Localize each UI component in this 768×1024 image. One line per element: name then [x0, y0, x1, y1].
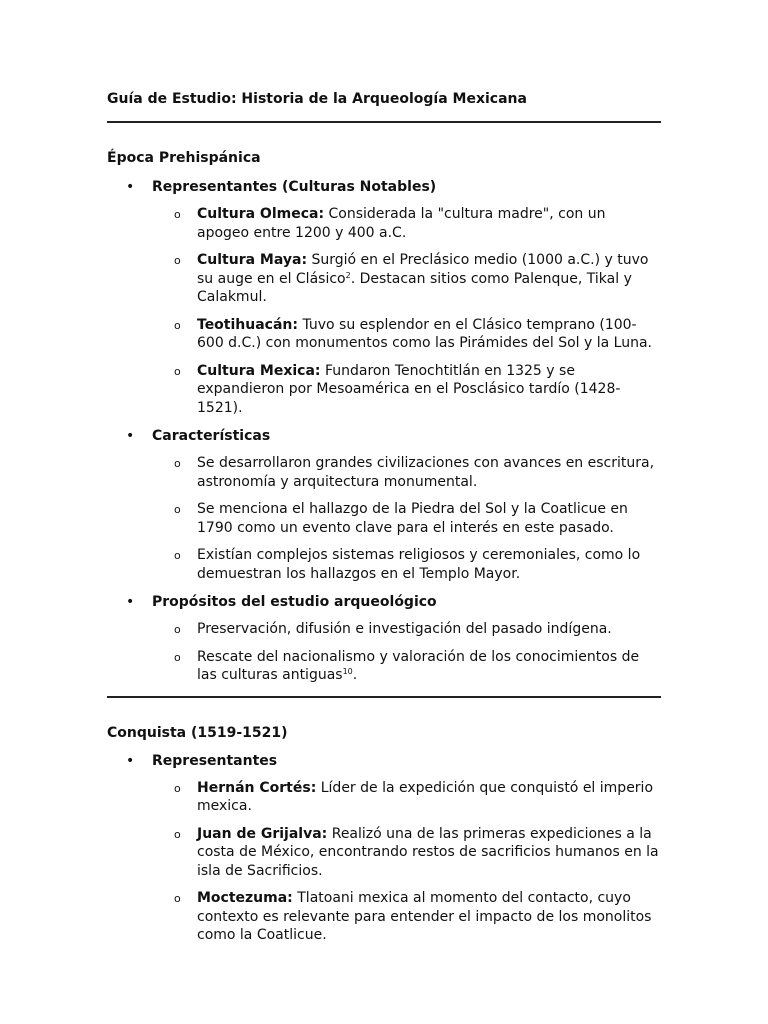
item-text-after: . [352, 667, 358, 683]
footnote-ref: 2 [345, 270, 351, 280]
item-term: Cultura Maya: [197, 252, 308, 268]
circle-bullet-icon: o [174, 208, 181, 221]
bullet-icon: • [126, 594, 135, 610]
section-divider [107, 696, 661, 698]
item-text: Surgió en el Preclásico medio (1000 a.C.) y tuvo su auge en el Clásico [197, 252, 649, 287]
footnote-ref: 10 [342, 667, 353, 676]
group-label: Propósitos del estudio arqueológico [152, 594, 437, 610]
list-item [152, 454, 661, 491]
circle-bullet-icon: o [174, 650, 181, 664]
section-epoca-prehispanica [107, 148, 661, 685]
section-conquista [107, 723, 661, 945]
item-term: Juan de Grijalva: [197, 825, 328, 842]
circle-bullet-icon: o [174, 892, 181, 905]
item-text: Tuvo su esplendor en el Clásico temprano (100-600 d.C.) con monumentos como las Pirámides del Sol y la Luna. [197, 316, 652, 351]
item-list [152, 620, 661, 685]
group-item-representantes [107, 177, 661, 417]
document-title: Guía de Estudio: Historia de la Arqueología Mexicana [107, 91, 527, 107]
section-title: Conquista (1519-1521) [107, 724, 288, 741]
item-text-after: . Destacan sitios como Palenque, Tikal y Calakmul. [197, 270, 632, 305]
item-text: Líder de la expedición que conquistó el imperio mexica. [197, 779, 654, 814]
group-label: Características [152, 428, 271, 444]
circle-bullet-icon: o [174, 254, 181, 267]
document-page [107, 89, 661, 945]
item-text: Existían complejos sistemas religiosos y ceremoniales, como lo demuestran los hallazgos en el Templo Mayor. [197, 547, 641, 582]
list-item [152, 779, 661, 816]
circle-bullet-icon: o [174, 318, 181, 332]
list-item [152, 889, 661, 945]
list-item [152, 500, 661, 537]
title-divider [107, 121, 661, 123]
item-text: Se desarrollaron grandes civilizaciones con avances en escritura, astronomía y arquitectura monumental. [197, 455, 655, 490]
item-text: Realizó una de las primeras expediciones a la costa de México, encontrando restos de sacrificios humanos en la isla de Sacrificios. [197, 825, 659, 879]
item-text: Considerada la "cultura madre", con un apogeo entre 1200 y 400 a.C. [197, 206, 606, 241]
item-term: Moctezuma: [197, 890, 293, 906]
item-text: Se menciona el hallazgo de la Piedra del Sol y la Coatlicue en 1790 como un evento clave para el interés en este pasado. [197, 501, 628, 536]
circle-bullet-icon: o [174, 827, 181, 841]
list-item [152, 620, 661, 639]
item-text: Tlatoani mexica al momento del contacto, cuyo contexto es relevante para entender el impacto de los monolitos como la Coatlicue. [197, 890, 652, 943]
group-item-propositos [107, 592, 661, 685]
list-item [152, 825, 661, 881]
list-item [152, 362, 661, 418]
list-item [152, 251, 661, 307]
group-label: Representantes [152, 752, 278, 769]
list-item [152, 205, 661, 242]
item-term: Cultura Mexica: [197, 362, 321, 379]
item-list [152, 779, 661, 945]
item-term: Hernán Cortés: [197, 779, 317, 796]
circle-bullet-icon: o [174, 364, 181, 378]
list-item [152, 546, 661, 583]
group-item-representantes [107, 751, 661, 945]
circle-bullet-icon: o [174, 457, 181, 470]
circle-bullet-icon: o [174, 503, 181, 516]
item-list [152, 454, 661, 583]
item-text: Fundaron Tenochtitlán en 1325 y se expandieron por Mesoamérica en el Posclásico tardío (1428-1521). [197, 362, 621, 416]
group-list [107, 177, 661, 685]
item-term: Cultura Olmeca: [197, 206, 325, 222]
group-item-caracteristicas [107, 426, 661, 583]
group-label: Representantes (Culturas Notables) [152, 179, 437, 195]
circle-bullet-icon: o [174, 549, 181, 562]
bullet-icon: • [126, 428, 135, 444]
item-term: Teotihuacán: [197, 316, 298, 333]
item-text: Rescate del nacionalismo y valoración de los conocimientos de las culturas antiguas [197, 648, 640, 683]
item-text: Preservación, difusión e investigación del pasado indígena. [197, 621, 612, 637]
group-list [107, 751, 661, 945]
item-list [152, 205, 661, 417]
bullet-icon: • [126, 179, 135, 195]
list-item [152, 316, 661, 353]
section-title: Época Prehispánica [107, 150, 261, 166]
circle-bullet-icon: o [174, 623, 181, 636]
bullet-icon: • [126, 752, 135, 769]
circle-bullet-icon: o [174, 781, 181, 795]
list-item [152, 648, 661, 685]
